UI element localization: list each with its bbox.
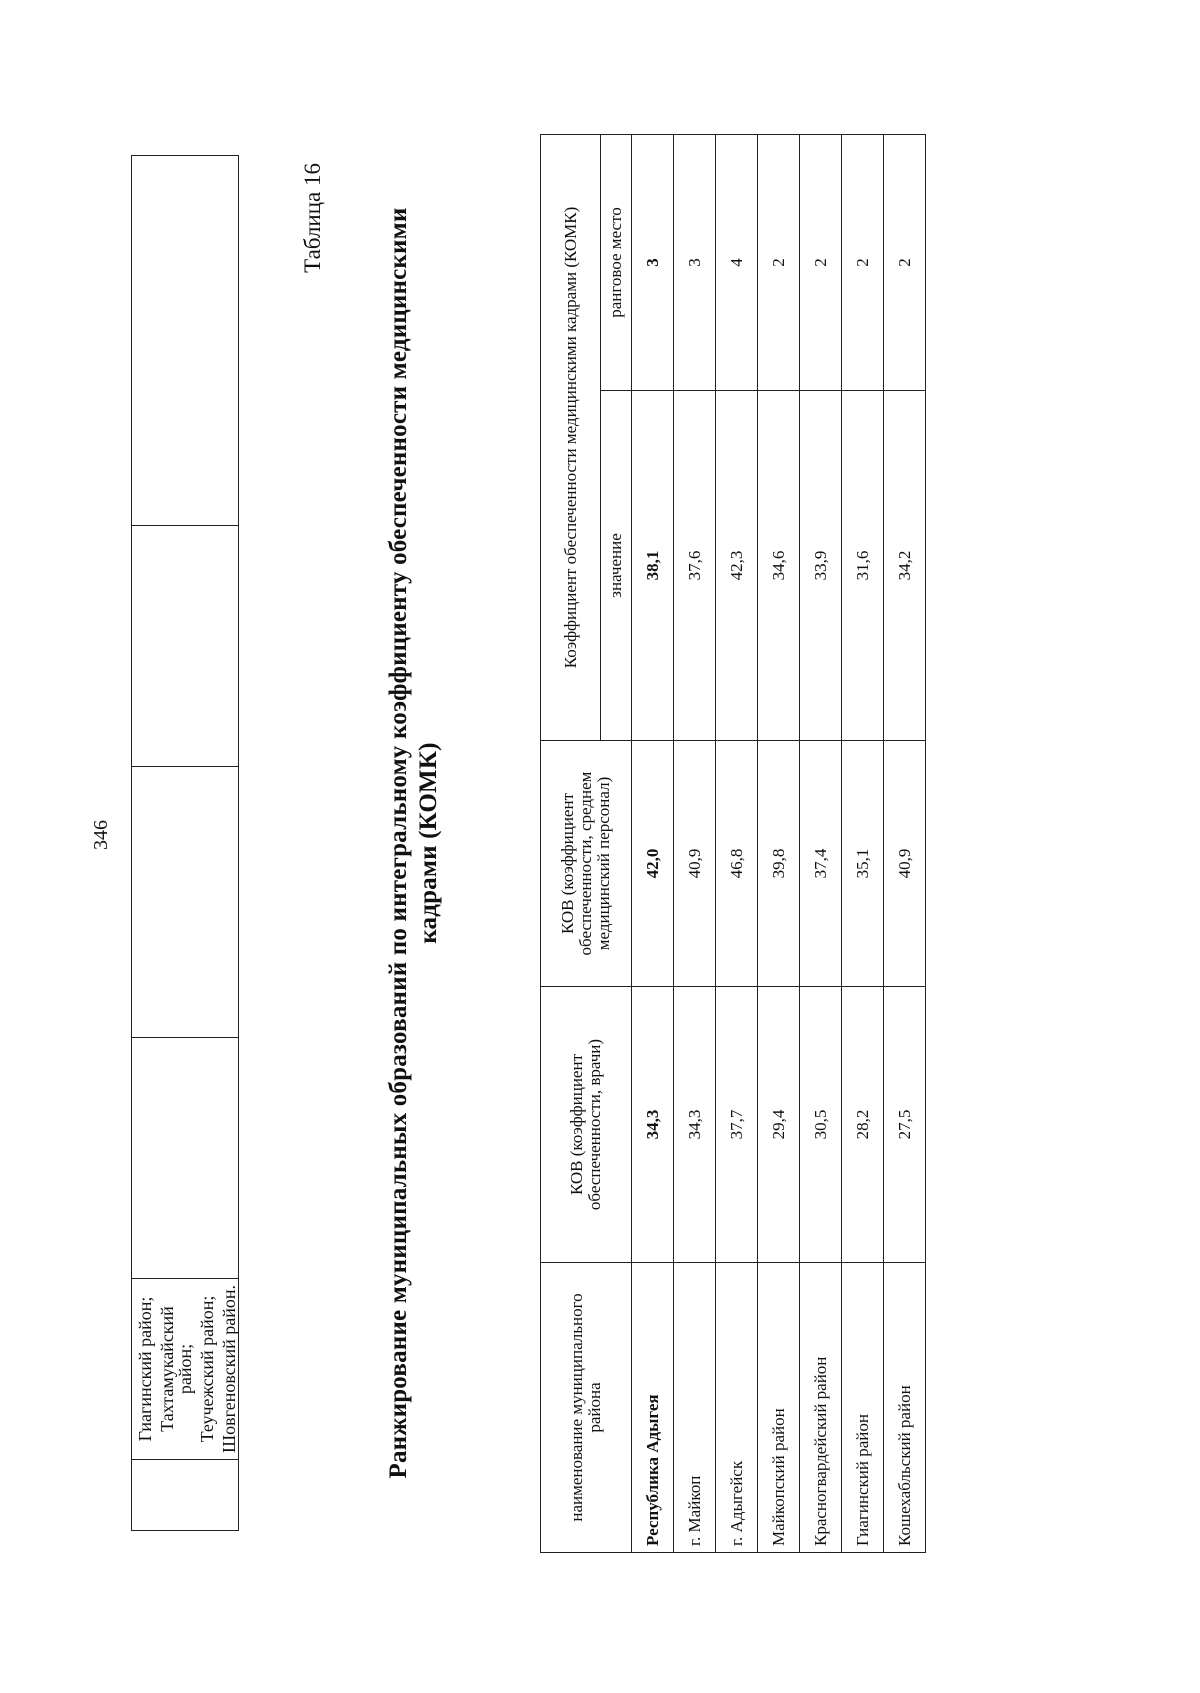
continuation-cell-empty	[132, 767, 239, 1038]
cell-komk-value: 31,6	[842, 391, 884, 741]
continuation-row	[132, 156, 239, 1531]
cell-komk-value: 34,2	[884, 391, 926, 741]
districts-line: Теучежский район;	[197, 1295, 217, 1443]
page-title	[384, 133, 444, 1553]
cell-district: Кошехабльский район	[884, 1263, 926, 1553]
cell-rank: 2	[800, 135, 842, 391]
cell-district: Майкопский район	[758, 1263, 800, 1553]
cell-kov-doctors: 34,3	[632, 987, 674, 1263]
cell-kov-nurses: 39,8	[758, 741, 800, 987]
cell-kov-nurses: 35,1	[842, 741, 884, 987]
continuation-cell-empty	[132, 156, 239, 526]
cell-district: Гиагинский район	[842, 1263, 884, 1553]
table-row	[758, 135, 800, 1553]
header-kov-nurses: КОВ (коэффициент обеспеченности, среднем медицинский персонал)	[541, 741, 632, 987]
cell-kov-doctors: 28,2	[842, 987, 884, 1263]
cell-kov-nurses: 40,9	[884, 741, 926, 987]
cell-kov-nurses: 40,9	[674, 741, 716, 987]
table-row	[632, 135, 674, 1553]
cell-district: г. Адыгейск	[716, 1263, 758, 1553]
cell-rank: 3	[674, 135, 716, 391]
continuation-cell-empty	[132, 526, 239, 767]
cell-kov-nurses: 42,0	[632, 741, 674, 987]
page-number: 346	[90, 820, 112, 850]
header-komk-value: значение	[601, 391, 632, 741]
cell-rank: 2	[842, 135, 884, 391]
header-district: наименование муниципального района	[541, 1263, 632, 1553]
cell-district: Красногвардейский район	[800, 1263, 842, 1553]
table-row	[674, 135, 716, 1553]
table-row	[884, 135, 926, 1553]
header-row	[541, 135, 601, 1553]
continuation-cell-districts	[132, 1279, 239, 1460]
cell-kov-doctors: 30,5	[800, 987, 842, 1263]
cell-komk-value: 34,6	[758, 391, 800, 741]
continuation-cell-empty	[132, 1460, 239, 1531]
cell-komk-value: 38,1	[632, 391, 674, 741]
header-kov-doctors: КОВ (коэффициент обеспеченности, врачи)	[541, 987, 632, 1263]
cell-district: г. Майкоп	[674, 1263, 716, 1553]
cell-kov-doctors: 29,4	[758, 987, 800, 1263]
continuation-table	[131, 155, 239, 1531]
cell-kov-nurses: 46,8	[716, 741, 758, 987]
cell-komk-value: 37,6	[674, 391, 716, 741]
cell-kov-doctors: 37,7	[716, 987, 758, 1263]
cell-rank: 3	[632, 135, 674, 391]
table-label: Таблица 16	[300, 163, 325, 273]
cell-komk-value: 33,9	[800, 391, 842, 741]
cell-kov-nurses: 37,4	[800, 741, 842, 987]
cell-rank: 4	[716, 135, 758, 391]
table-row	[842, 135, 884, 1553]
cell-rank: 2	[758, 135, 800, 391]
table-row	[716, 135, 758, 1553]
cell-kov-doctors: 34,3	[674, 987, 716, 1263]
title-line: кадрами (КОМК)	[415, 742, 442, 944]
cell-rank: 2	[884, 135, 926, 391]
cell-district: Республика Адыгея	[632, 1263, 674, 1553]
title-line: Ранжирование муниципальных образований по интегральному коэффициенту обеспеченности медицинскими	[385, 207, 412, 1479]
table-row	[800, 135, 842, 1553]
continuation-cell-empty	[132, 1038, 239, 1279]
districts-line: Гиагинский район;	[135, 1296, 155, 1442]
ranking-table	[540, 134, 926, 1553]
header-komk: Коэффициент обеспеченности медицинскими кадрами (КОМК)	[541, 135, 601, 741]
districts-line: Тахтамукайский район;	[157, 1306, 195, 1432]
districts-line: Шовгеновский район.	[219, 1284, 239, 1454]
cell-komk-value: 42,3	[716, 391, 758, 741]
header-komk-rank: ранговое место	[601, 135, 632, 391]
cell-kov-doctors: 27,5	[884, 987, 926, 1263]
